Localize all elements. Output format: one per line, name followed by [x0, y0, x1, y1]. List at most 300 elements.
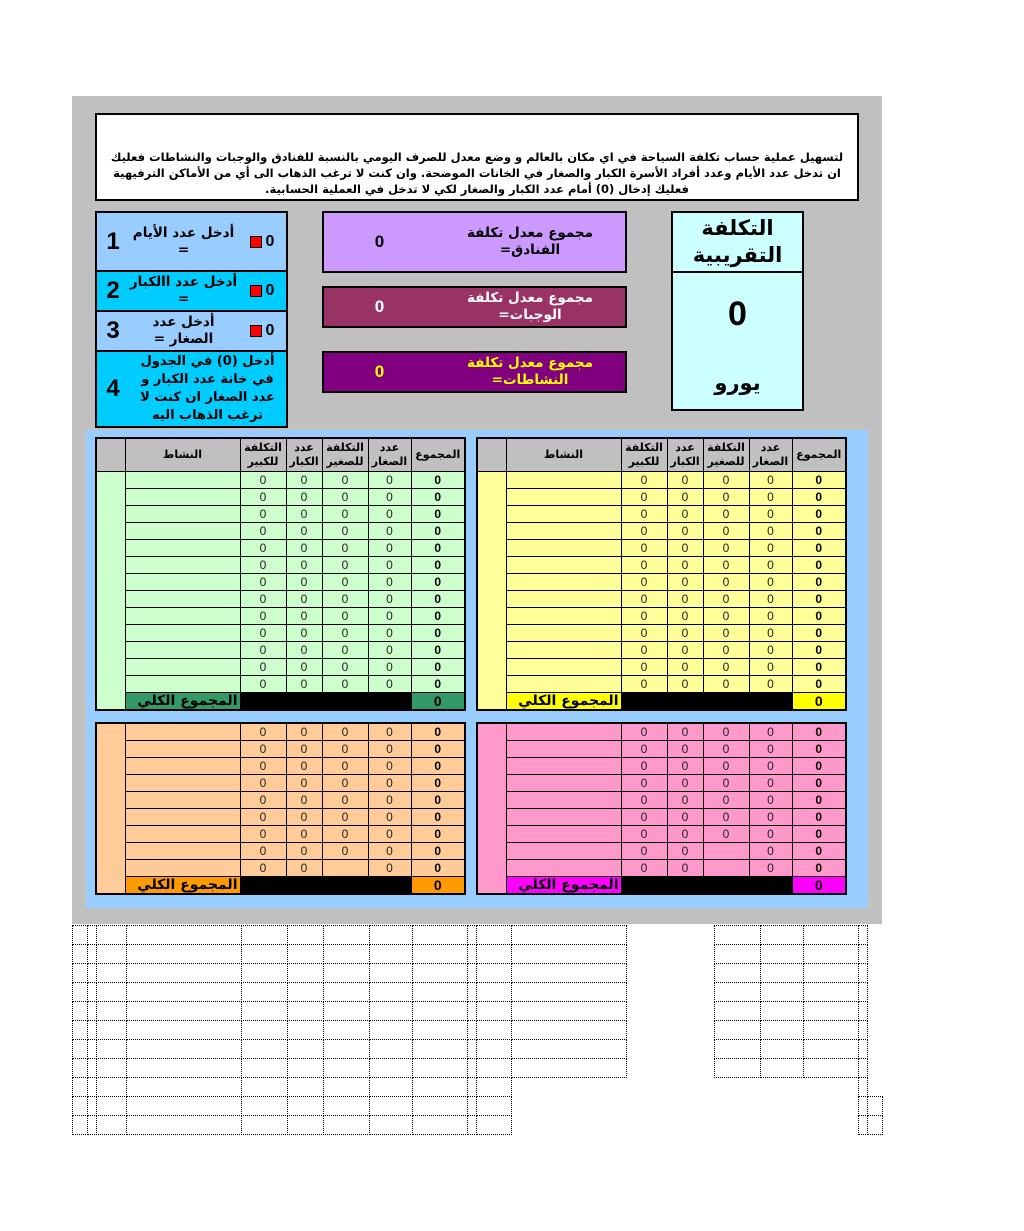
adults-count-cell[interactable]: 0: [667, 809, 703, 826]
cost-child-cell[interactable]: 0: [703, 489, 749, 506]
adults-count-cell[interactable]: 0: [286, 659, 322, 676]
cost-child-cell[interactable]: [703, 843, 749, 860]
adults-count-cell[interactable]: 0: [667, 574, 703, 591]
cost-adult-cell[interactable]: 0: [621, 574, 667, 591]
empty-cell[interactable]: [72, 1096, 88, 1116]
cost-adult-cell[interactable]: 0: [240, 792, 286, 809]
empty-cell[interactable]: [803, 1058, 859, 1078]
cost-child-cell[interactable]: 0: [322, 676, 368, 693]
cost-child-cell[interactable]: 0: [703, 659, 749, 676]
activity-cell[interactable]: [506, 506, 621, 523]
children-count-cell[interactable]: 0: [368, 608, 411, 625]
children-count-cell[interactable]: 0: [368, 591, 411, 608]
cost-adult-cell[interactable]: 0: [621, 809, 667, 826]
cost-adult-cell[interactable]: 0: [621, 472, 667, 489]
empty-cell[interactable]: [72, 1001, 88, 1021]
cost-child-cell[interactable]: 0: [703, 642, 749, 659]
children-count-cell[interactable]: 0: [368, 506, 411, 523]
adults-count-cell[interactable]: 0: [286, 642, 322, 659]
activity-cell[interactable]: [506, 792, 621, 809]
activity-cell[interactable]: [506, 608, 621, 625]
cost-adult-cell[interactable]: 0: [621, 792, 667, 809]
empty-cell[interactable]: [803, 1001, 859, 1021]
activity-cell[interactable]: [125, 608, 240, 625]
empty-cell[interactable]: [96, 1077, 127, 1097]
children-count-cell[interactable]: 0: [749, 608, 792, 625]
activity-cell[interactable]: [506, 723, 621, 741]
empty-cell[interactable]: [323, 1001, 370, 1021]
empty-cell[interactable]: [760, 1020, 804, 1040]
activity-cell[interactable]: [125, 659, 240, 676]
children-count-cell[interactable]: 0: [749, 625, 792, 642]
empty-cell[interactable]: [241, 963, 288, 983]
empty-cell[interactable]: [287, 1077, 324, 1097]
activity-cell[interactable]: [506, 642, 621, 659]
activity-cell[interactable]: [125, 843, 240, 860]
empty-cell[interactable]: [126, 1115, 242, 1135]
adults-count-cell[interactable]: 0: [286, 741, 322, 758]
empty-cell[interactable]: [476, 1020, 512, 1040]
activity-cell[interactable]: [506, 472, 621, 489]
cost-child-cell[interactable]: 0: [703, 775, 749, 792]
cost-child-cell[interactable]: 0: [703, 540, 749, 557]
adults-count-cell[interactable]: 0: [286, 809, 322, 826]
activity-cell[interactable]: [506, 758, 621, 775]
empty-cell[interactable]: [476, 1039, 512, 1059]
empty-cell[interactable]: [96, 963, 127, 983]
activity-cell[interactable]: [506, 625, 621, 642]
children-count-cell[interactable]: 0: [368, 557, 411, 574]
adults-input[interactable]: [238, 282, 286, 300]
cost-adult-cell[interactable]: 0: [240, 809, 286, 826]
children-count-cell[interactable]: 0: [749, 676, 792, 693]
cost-adult-cell[interactable]: 0: [240, 723, 286, 741]
empty-cell[interactable]: [96, 1058, 127, 1078]
empty-cell[interactable]: [96, 1001, 127, 1021]
adults-count-cell[interactable]: 0: [286, 472, 322, 489]
children-count-cell[interactable]: 0: [368, 826, 411, 843]
empty-cell[interactable]: [476, 944, 512, 964]
activity-cell[interactable]: [125, 758, 240, 775]
cost-child-cell[interactable]: 0: [703, 625, 749, 642]
cost-adult-cell[interactable]: 0: [240, 676, 286, 693]
empty-cell[interactable]: [858, 925, 868, 945]
empty-cell[interactable]: [760, 1001, 804, 1021]
empty-cell[interactable]: [760, 963, 804, 983]
empty-cell[interactable]: [369, 1020, 413, 1040]
cost-child-cell[interactable]: 0: [703, 557, 749, 574]
empty-cell[interactable]: [714, 1001, 761, 1021]
empty-cell[interactable]: [760, 1058, 804, 1078]
empty-cell[interactable]: [72, 1058, 88, 1078]
empty-cell[interactable]: [412, 1077, 468, 1097]
children-count-cell[interactable]: 0: [749, 758, 792, 775]
cost-adult-cell[interactable]: 0: [240, 659, 286, 676]
empty-cell[interactable]: [412, 1020, 468, 1040]
activity-cell[interactable]: [125, 860, 240, 877]
cost-child-cell[interactable]: 0: [322, 792, 368, 809]
empty-cell[interactable]: [511, 925, 627, 945]
children-count-cell[interactable]: 0: [749, 775, 792, 792]
empty-cell[interactable]: [369, 982, 413, 1002]
cost-adult-cell[interactable]: 0: [621, 625, 667, 642]
children-count-cell[interactable]: 0: [368, 642, 411, 659]
adults-count-cell[interactable]: 0: [286, 723, 322, 741]
empty-cell[interactable]: [412, 1001, 468, 1021]
cost-adult-cell[interactable]: 0: [240, 574, 286, 591]
adults-count-cell[interactable]: 0: [667, 826, 703, 843]
empty-cell[interactable]: [369, 944, 413, 964]
empty-cell[interactable]: [126, 1020, 242, 1040]
activity-cell[interactable]: [506, 826, 621, 843]
cost-adult-cell[interactable]: 0: [621, 608, 667, 625]
adults-count-cell[interactable]: 0: [667, 758, 703, 775]
empty-cell[interactable]: [803, 982, 859, 1002]
children-count-cell[interactable]: 0: [368, 843, 411, 860]
children-count-cell[interactable]: 0: [368, 489, 411, 506]
empty-cell[interactable]: [241, 944, 288, 964]
cost-adult-cell[interactable]: 0: [621, 775, 667, 792]
empty-cell[interactable]: [760, 925, 804, 945]
empty-cell[interactable]: [760, 982, 804, 1002]
activity-cell[interactable]: [506, 659, 621, 676]
empty-cell[interactable]: [287, 1020, 324, 1040]
adults-count-cell[interactable]: 0: [286, 625, 322, 642]
empty-cell[interactable]: [323, 1058, 370, 1078]
children-count-cell[interactable]: 0: [368, 860, 411, 877]
empty-cell[interactable]: [714, 1020, 761, 1040]
empty-cell[interactable]: [72, 963, 88, 983]
empty-cell[interactable]: [96, 1020, 127, 1040]
activity-cell[interactable]: [506, 809, 621, 826]
empty-cell[interactable]: [511, 1001, 627, 1021]
cost-child-cell[interactable]: 0: [322, 506, 368, 523]
empty-cell[interactable]: [241, 1058, 288, 1078]
empty-cell[interactable]: [803, 944, 859, 964]
empty-cell[interactable]: [476, 1001, 512, 1021]
cost-adult-cell[interactable]: 0: [240, 860, 286, 877]
empty-cell[interactable]: [323, 925, 370, 945]
adults-count-cell[interactable]: 0: [286, 676, 322, 693]
adults-count-cell[interactable]: 0: [286, 489, 322, 506]
cost-adult-cell[interactable]: 0: [621, 826, 667, 843]
activity-cell[interactable]: [506, 741, 621, 758]
empty-cell[interactable]: [126, 963, 242, 983]
cost-child-cell[interactable]: 0: [703, 608, 749, 625]
cost-adult-cell[interactable]: 0: [240, 523, 286, 540]
activity-cell[interactable]: [125, 472, 240, 489]
activity-cell[interactable]: [506, 775, 621, 792]
adults-count-cell[interactable]: 0: [667, 723, 703, 741]
cost-child-cell[interactable]: 0: [703, 792, 749, 809]
empty-cell[interactable]: [867, 1096, 883, 1116]
empty-cell[interactable]: [287, 1039, 324, 1059]
cost-adult-cell[interactable]: 0: [240, 775, 286, 792]
empty-cell[interactable]: [241, 982, 288, 1002]
empty-cell[interactable]: [476, 1077, 512, 1097]
empty-cell[interactable]: [287, 982, 324, 1002]
activity-cell[interactable]: [125, 591, 240, 608]
activity-cell[interactable]: [125, 489, 240, 506]
empty-cell[interactable]: [287, 1001, 324, 1021]
activity-cell[interactable]: [506, 574, 621, 591]
cost-child-cell[interactable]: 0: [703, 506, 749, 523]
empty-cell[interactable]: [412, 982, 468, 1002]
cost-child-cell[interactable]: 0: [322, 741, 368, 758]
children-count-cell[interactable]: 0: [368, 758, 411, 775]
empty-cell[interactable]: [511, 944, 627, 964]
empty-cell[interactable]: [714, 963, 761, 983]
adults-count-cell[interactable]: 0: [667, 642, 703, 659]
cost-child-cell[interactable]: 0: [322, 523, 368, 540]
cost-child-cell[interactable]: 0: [322, 574, 368, 591]
activity-cell[interactable]: [125, 741, 240, 758]
cost-adult-cell[interactable]: 0: [621, 489, 667, 506]
empty-cell[interactable]: [412, 944, 468, 964]
adults-count-cell[interactable]: 0: [667, 506, 703, 523]
children-value[interactable]: 0: [265, 322, 275, 339]
empty-cell[interactable]: [287, 944, 324, 964]
empty-cell[interactable]: [412, 1039, 468, 1059]
adults-count-cell[interactable]: 0: [667, 775, 703, 792]
days-input[interactable]: [238, 233, 286, 251]
adults-count-cell[interactable]: 0: [667, 625, 703, 642]
cost-adult-cell[interactable]: 0: [621, 676, 667, 693]
children-input[interactable]: [238, 322, 286, 340]
empty-cell[interactable]: [126, 944, 242, 964]
empty-cell[interactable]: [369, 1058, 413, 1078]
adults-count-cell[interactable]: 0: [286, 775, 322, 792]
cost-child-cell[interactable]: 0: [703, 523, 749, 540]
empty-cell[interactable]: [126, 1096, 242, 1116]
adults-count-cell[interactable]: 0: [667, 659, 703, 676]
empty-cell[interactable]: [803, 963, 859, 983]
empty-cell[interactable]: [72, 944, 88, 964]
cost-child-cell[interactable]: 0: [322, 826, 368, 843]
children-count-cell[interactable]: 0: [749, 540, 792, 557]
cost-adult-cell[interactable]: 0: [621, 741, 667, 758]
adults-count-cell[interactable]: 0: [286, 574, 322, 591]
empty-cell[interactable]: [72, 1039, 88, 1059]
children-count-cell[interactable]: 0: [749, 792, 792, 809]
cost-child-cell[interactable]: 0: [322, 489, 368, 506]
adults-count-cell[interactable]: 0: [286, 758, 322, 775]
empty-cell[interactable]: [369, 1096, 413, 1116]
cost-adult-cell[interactable]: 0: [240, 642, 286, 659]
cost-adult-cell[interactable]: 0: [240, 557, 286, 574]
children-count-cell[interactable]: 0: [749, 741, 792, 758]
empty-cell[interactable]: [72, 925, 88, 945]
empty-cell[interactable]: [803, 1020, 859, 1040]
empty-cell[interactable]: [241, 1039, 288, 1059]
cost-adult-cell[interactable]: 0: [621, 860, 667, 877]
cost-child-cell[interactable]: 0: [322, 659, 368, 676]
empty-cell[interactable]: [72, 1115, 88, 1135]
empty-cell[interactable]: [867, 1115, 883, 1135]
empty-cell[interactable]: [476, 963, 512, 983]
adults-count-cell[interactable]: 0: [286, 860, 322, 877]
cost-child-cell[interactable]: 0: [703, 472, 749, 489]
adults-count-cell[interactable]: 0: [667, 741, 703, 758]
activity-cell[interactable]: [125, 540, 240, 557]
activity-cell[interactable]: [125, 775, 240, 792]
empty-cell[interactable]: [858, 1020, 868, 1040]
cost-adult-cell[interactable]: 0: [621, 659, 667, 676]
empty-cell[interactable]: [96, 925, 127, 945]
adults-count-cell[interactable]: 0: [667, 489, 703, 506]
empty-cell[interactable]: [241, 925, 288, 945]
empty-cell[interactable]: [72, 982, 88, 1002]
children-count-cell[interactable]: 0: [749, 489, 792, 506]
cost-adult-cell[interactable]: 0: [240, 506, 286, 523]
cost-adult-cell[interactable]: 0: [240, 843, 286, 860]
children-count-cell[interactable]: 0: [749, 642, 792, 659]
empty-cell[interactable]: [287, 1115, 324, 1135]
cost-child-cell[interactable]: 0: [322, 591, 368, 608]
activity-cell[interactable]: [125, 523, 240, 540]
children-count-cell[interactable]: 0: [749, 591, 792, 608]
adults-count-cell[interactable]: 0: [286, 591, 322, 608]
empty-cell[interactable]: [858, 982, 868, 1002]
activity-cell[interactable]: [506, 843, 621, 860]
empty-cell[interactable]: [287, 925, 324, 945]
empty-cell[interactable]: [96, 982, 127, 1002]
cost-child-cell[interactable]: 0: [322, 809, 368, 826]
adults-count-cell[interactable]: 0: [286, 506, 322, 523]
cost-child-cell[interactable]: 0: [703, 723, 749, 741]
empty-cell[interactable]: [803, 1039, 859, 1059]
empty-cell[interactable]: [287, 963, 324, 983]
children-count-cell[interactable]: 0: [749, 723, 792, 741]
adults-value[interactable]: 0: [265, 282, 275, 299]
empty-cell[interactable]: [760, 1039, 804, 1059]
activity-cell[interactable]: [125, 723, 240, 741]
cost-child-cell[interactable]: 0: [322, 642, 368, 659]
empty-cell[interactable]: [241, 1001, 288, 1021]
empty-cell[interactable]: [323, 1077, 370, 1097]
cost-adult-cell[interactable]: 0: [240, 608, 286, 625]
activity-cell[interactable]: [125, 506, 240, 523]
children-count-cell[interactable]: 0: [749, 826, 792, 843]
children-count-cell[interactable]: 0: [749, 472, 792, 489]
cost-adult-cell[interactable]: 0: [621, 843, 667, 860]
children-count-cell[interactable]: 0: [749, 659, 792, 676]
cost-child-cell[interactable]: 0: [703, 758, 749, 775]
cost-child-cell[interactable]: 0: [703, 591, 749, 608]
children-count-cell[interactable]: 0: [368, 625, 411, 642]
adults-count-cell[interactable]: 0: [286, 608, 322, 625]
empty-cell[interactable]: [96, 1039, 127, 1059]
cost-child-cell[interactable]: [703, 860, 749, 877]
empty-cell[interactable]: [369, 1001, 413, 1021]
activity-cell[interactable]: [125, 826, 240, 843]
empty-cell[interactable]: [476, 925, 512, 945]
children-count-cell[interactable]: 0: [749, 506, 792, 523]
empty-cell[interactable]: [369, 1077, 413, 1097]
adults-count-cell[interactable]: 0: [286, 540, 322, 557]
cost-child-cell[interactable]: 0: [322, 557, 368, 574]
empty-cell[interactable]: [714, 925, 761, 945]
cost-child-cell[interactable]: 0: [322, 758, 368, 775]
activity-cell[interactable]: [125, 642, 240, 659]
empty-cell[interactable]: [241, 1115, 288, 1135]
empty-cell[interactable]: [714, 1058, 761, 1078]
empty-cell[interactable]: [412, 1058, 468, 1078]
empty-cell[interactable]: [241, 1096, 288, 1116]
days-value[interactable]: 0: [265, 232, 275, 250]
empty-cell[interactable]: [476, 982, 512, 1002]
empty-cell[interactable]: [72, 1077, 88, 1097]
children-count-cell[interactable]: 0: [368, 472, 411, 489]
children-count-cell[interactable]: 0: [368, 540, 411, 557]
activity-cell[interactable]: [125, 574, 240, 591]
empty-cell[interactable]: [412, 1115, 468, 1135]
empty-cell[interactable]: [126, 925, 242, 945]
empty-cell[interactable]: [858, 1039, 868, 1059]
adults-count-cell[interactable]: 0: [286, 792, 322, 809]
activity-cell[interactable]: [506, 540, 621, 557]
children-count-cell[interactable]: 0: [749, 557, 792, 574]
adults-count-cell[interactable]: 0: [667, 557, 703, 574]
activity-cell[interactable]: [506, 523, 621, 540]
empty-cell[interactable]: [126, 1001, 242, 1021]
empty-cell[interactable]: [126, 1058, 242, 1078]
empty-cell[interactable]: [241, 1020, 288, 1040]
empty-cell[interactable]: [287, 1096, 324, 1116]
activity-cell[interactable]: [506, 676, 621, 693]
cost-child-cell[interactable]: 0: [703, 676, 749, 693]
empty-cell[interactable]: [412, 963, 468, 983]
empty-cell[interactable]: [476, 1058, 512, 1078]
empty-cell[interactable]: [323, 982, 370, 1002]
empty-cell[interactable]: [511, 1058, 627, 1078]
adults-count-cell[interactable]: 0: [667, 676, 703, 693]
children-count-cell[interactable]: 0: [749, 843, 792, 860]
empty-cell[interactable]: [511, 1020, 627, 1040]
cost-child-cell[interactable]: 0: [703, 809, 749, 826]
empty-cell[interactable]: [96, 944, 127, 964]
empty-cell[interactable]: [323, 963, 370, 983]
children-count-cell[interactable]: 0: [368, 659, 411, 676]
cost-child-cell[interactable]: 0: [322, 723, 368, 741]
children-count-cell[interactable]: 0: [749, 523, 792, 540]
empty-cell[interactable]: [323, 1039, 370, 1059]
cost-adult-cell[interactable]: 0: [240, 540, 286, 557]
empty-cell[interactable]: [323, 1096, 370, 1116]
empty-cell[interactable]: [323, 1020, 370, 1040]
empty-cell[interactable]: [287, 1058, 324, 1078]
adults-count-cell[interactable]: 0: [286, 557, 322, 574]
empty-cell[interactable]: [369, 963, 413, 983]
cost-adult-cell[interactable]: 0: [240, 591, 286, 608]
empty-cell[interactable]: [72, 1020, 88, 1040]
adults-count-cell[interactable]: 0: [286, 826, 322, 843]
children-count-cell[interactable]: 0: [368, 676, 411, 693]
cost-adult-cell[interactable]: 0: [621, 523, 667, 540]
cost-child-cell[interactable]: 0: [322, 775, 368, 792]
adults-count-cell[interactable]: 0: [667, 792, 703, 809]
cost-child-cell[interactable]: 0: [322, 625, 368, 642]
children-count-cell[interactable]: 0: [749, 809, 792, 826]
cost-adult-cell[interactable]: 0: [240, 489, 286, 506]
cost-child-cell[interactable]: 0: [703, 741, 749, 758]
empty-cell[interactable]: [714, 944, 761, 964]
adults-count-cell[interactable]: 0: [667, 472, 703, 489]
cost-child-cell[interactable]: 0: [703, 574, 749, 591]
empty-cell[interactable]: [241, 1077, 288, 1097]
adults-count-cell[interactable]: 0: [667, 591, 703, 608]
cost-adult-cell[interactable]: 0: [240, 826, 286, 843]
